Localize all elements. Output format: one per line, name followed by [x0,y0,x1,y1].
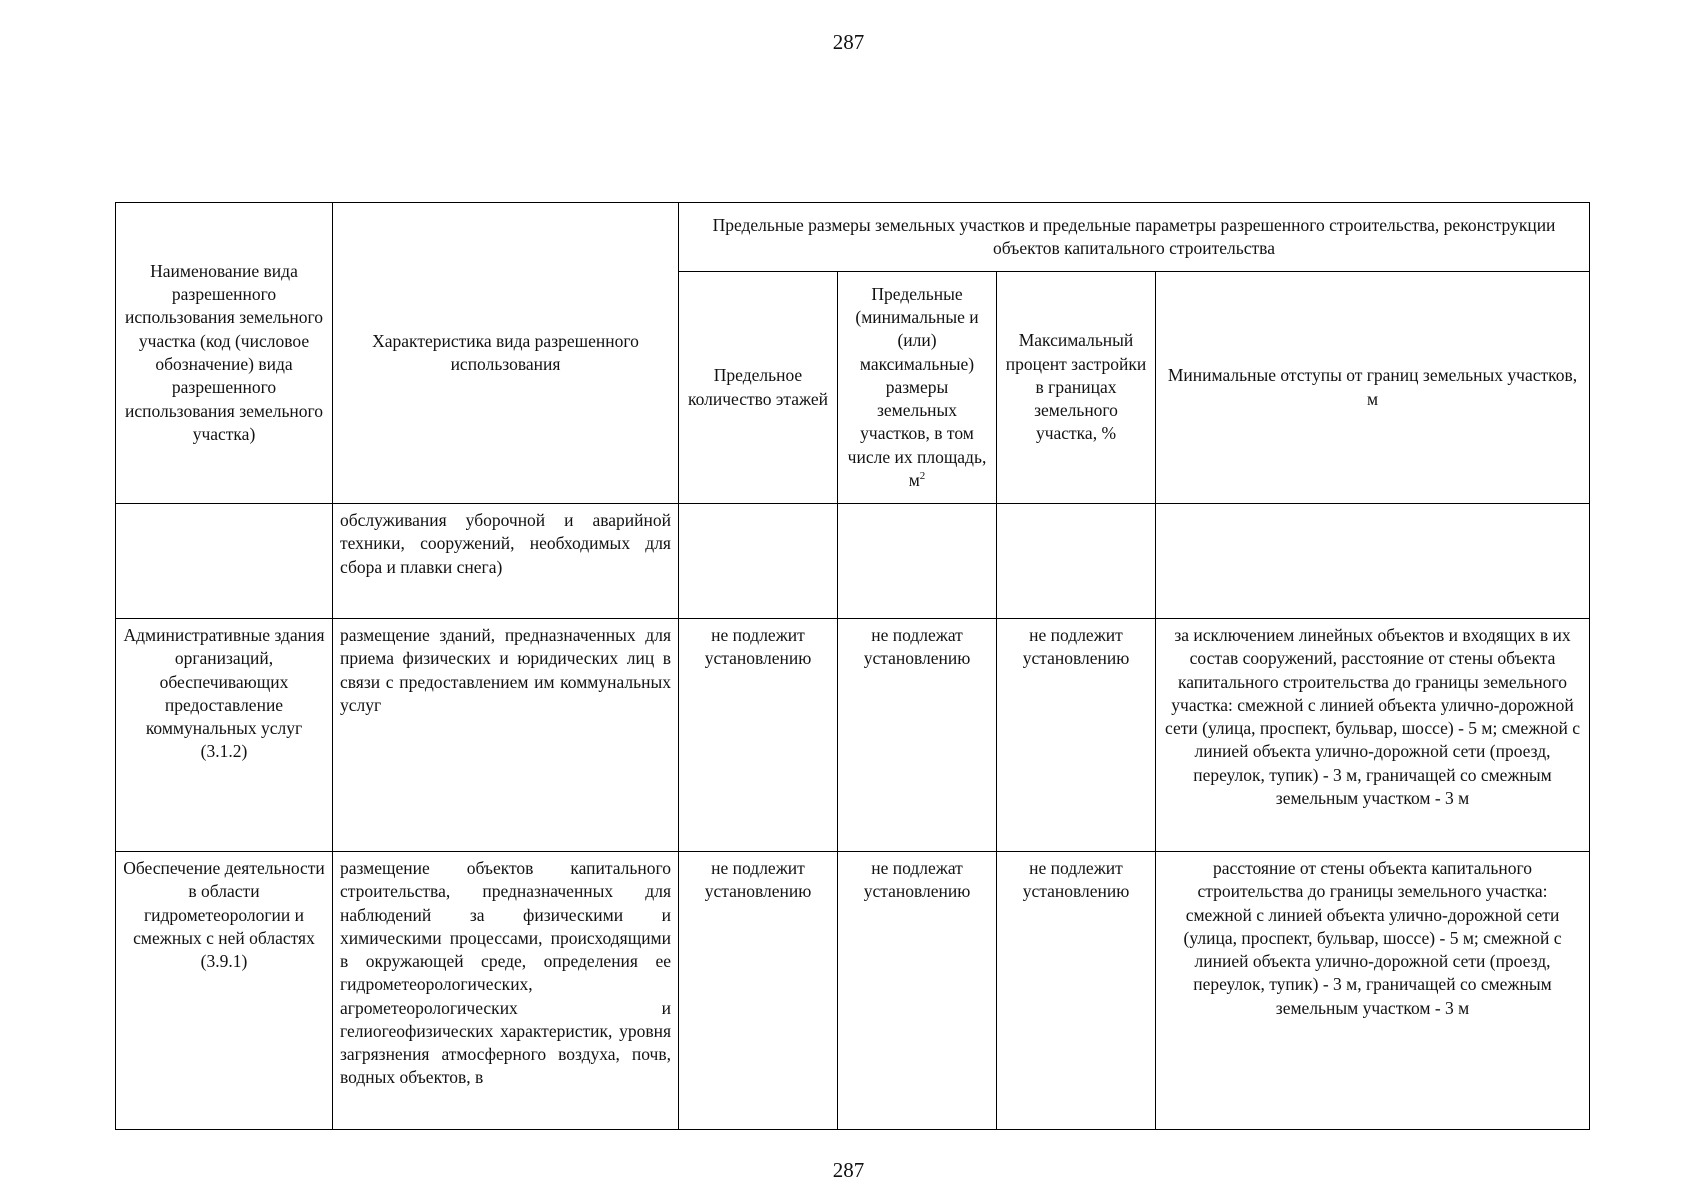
header-col-floors: Предельное количество этажей [679,272,838,504]
land-use-table [115,202,1590,1130]
cell-setback: расстояние от стены объекта капитального строительства до границы земельного участка: смежной с линией объекта улично-дорожной сети (улица, проспект, бульвар, шоссе) - 5 м; смежной с линией объекта улично-дорожной сети (проезд, переулок, тупик) - 3 м, граничащей со смежным земельным участком - 3 м [1156,852,1590,1130]
cell-setback: за исключением линейных объектов и входящих в их состав сооружений, расстояние от стены объекта капитального строительства до границы земельного участка: смежной с линией объекта улично-дорожной сети (улица, проспект, бульвар, шоссе) - 5 м; смежной с линией объекта улично-дорожной сети (проезд, переулок, тупик) - 3 м, граничащей со смежным земельным участком - 3 м [1156,619,1590,852]
cell-percent [997,504,1156,619]
page-number-top: 287 [832,30,865,54]
cell-setback [1156,504,1590,619]
header-col-size [838,272,997,504]
cell-percent: не подлежит установлению [997,619,1156,852]
cell-characteristic: размещение объектов капитального строительства, предназначенных для наблюдений за физическими и химическими процессами, происходящими в окружающей среде, определения ее гидрометеорологических, агрометеорологических и гелиогеофизических характеристик, уровня загрязнения атмосферного воздуха, почв, водных объектов, в [333,852,679,1130]
cell-characteristic: обслуживания уборочной и аварийной техники, сооружений, необходимых для сбора и плавки снега) [333,504,679,619]
table-row [116,852,1590,1130]
cell-name: Обеспечение деятельности в области гидрометеорологии и смежных с ней областях (3.9.1) [116,852,333,1130]
cell-floors: не подлежит установлению [679,619,838,852]
header-col-size-text: Предельные (минимальные и (или) максимальные) размеры земельных участков, в том числе их площадь, м [847,283,987,490]
cell-name: Административные здания организаций, обеспечивающих предоставление коммунальных услуг (3.1.2) [116,619,333,852]
header-row-1 [116,203,1590,272]
cell-percent: не подлежит установлению [997,852,1156,1130]
header-group-limits: Предельные размеры земельных участков и предельные параметры разрешенного строительства, реконструкции объектов капитального строительства [679,203,1590,272]
cell-floors [679,504,838,619]
cell-characteristic: размещение зданий, предназначенных для приема физических и юридических лиц в связи с предоставлением им коммунальных услуг [333,619,679,852]
page-number-bottom: 287 [832,1158,865,1182]
cell-size: не подлежат установлению [838,619,997,852]
cell-size [838,504,997,619]
header-col-characteristic: Характеристика вида разрешенного использования [333,203,679,504]
table-row [116,619,1590,852]
cell-name [116,504,333,619]
header-col-name: Наименование вида разрешенного использования земельного участка (код (числовое обозначение) вида разрешенного использования земельного участка) [116,203,333,504]
cell-floors: не подлежит установлению [679,852,838,1130]
cell-size: не подлежат установлению [838,852,997,1130]
header-col-percent: Максимальный процент застройки в границах земельного участка, % [997,272,1156,504]
table-row [116,504,1590,619]
header-col-size-sup: 2 [919,470,926,483]
header-col-setback: Минимальные отступы от границ земельных участков, м [1156,272,1590,504]
